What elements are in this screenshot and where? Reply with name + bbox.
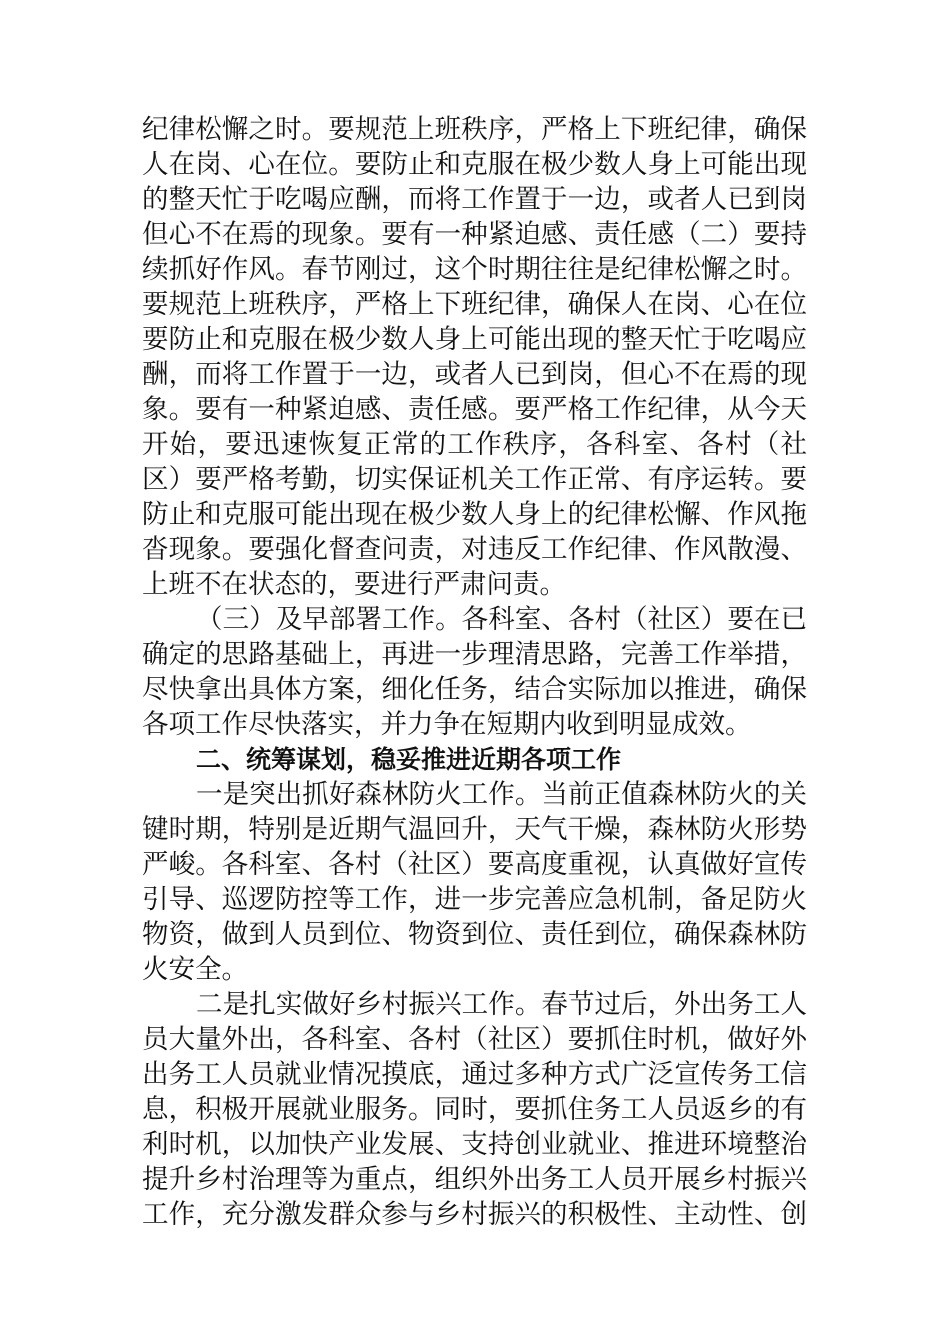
text-line: 严峻。各科室、各村（社区）要高度重视，认真做好宣传	[142, 849, 807, 880]
text-line: 出务工人员就业情况摸底，通过多种方式广泛宣传务工信	[142, 1059, 807, 1090]
text-line: 确定的思路基础上，再进一步理清思路，完善工作举措，	[142, 639, 807, 670]
text-line: 沓现象。要强化督查问责，对违反工作纪律、作风散漫、	[142, 534, 807, 565]
text-line: 提升乡村治理等为重点，组织外出务工人员开展乡村振兴	[142, 1164, 807, 1195]
text-line: 各项工作尽快落实，并力争在短期内收到明显成效。	[142, 709, 752, 740]
text-line: 引导、巡逻防控等工作，进一步完善应急机制，备足防火	[142, 884, 807, 915]
text-line: 续抓好作风。春节刚过，这个时期往往是纪律松懈之时。	[142, 254, 807, 285]
text-line: 酬，而将工作置于一边，或者人已到岗，但心不在焉的现	[142, 359, 807, 390]
text-line: 要规范上班秩序，严格上下班纪律，确保人在岗、心在位	[142, 289, 807, 320]
text-line: 人在岗、心在位。要防止和克服在极少数人身上可能出现	[142, 149, 807, 180]
text-line: 物资，做到人员到位、物资到位、责任到位，确保森林防	[142, 919, 807, 950]
text-line: 键时期，特别是近期气温回升，天气干燥，森林防火形势	[142, 814, 807, 845]
text-line: 要防止和克服在极少数人身上可能出现的整天忙于吃喝应	[142, 324, 807, 355]
text-line: 尽快拿出具体方案，细化任务，结合实际加以推进，确保	[142, 674, 807, 705]
paragraph-first-line: 二是扎实做好乡村振兴工作。春节过后，外出务工人	[196, 989, 807, 1020]
text-line: 象。要有一种紧迫感、责任感。要严格工作纪律，从今天	[142, 394, 807, 425]
text-line: 的整天忙于吃喝应酬，而将工作置于一边，或者人已到岗	[142, 184, 807, 215]
text-line: 员大量外出，各科室、各村（社区）要抓住时机，做好外	[142, 1024, 807, 1055]
text-line: 工作，充分激发群众参与乡村振兴的积极性、主动性、创	[142, 1199, 807, 1230]
text-line: 息，积极开展就业服务。同时，要抓住务工人员返乡的有	[142, 1094, 807, 1125]
text-line: 利时机，以加快产业发展、支持创业就业、推进环境整治	[142, 1129, 807, 1160]
text-line: 区）要严格考勤，切实保证机关工作正常、有序运转。要	[142, 464, 807, 495]
text-line: 开始，要迅速恢复正常的工作秩序，各科室、各村（社	[142, 429, 807, 460]
text-line: 防止和克服可能出现在极少数人身上的纪律松懈、作风拖	[142, 499, 807, 530]
text-line: 上班不在状态的，要进行严肃问责。	[142, 569, 566, 600]
paragraph-first-line: 一是突出抓好森林防火工作。当前正值森林防火的关	[196, 779, 807, 810]
section-heading: 二、统筹谋划，稳妥推进近期各项工作	[196, 745, 622, 774]
text-line: 火安全。	[142, 954, 248, 985]
text-line: 纪律松懈之时。要规范上班秩序，严格上下班纪律，确保	[142, 114, 807, 145]
document-body	[142, 112, 807, 1232]
paragraph-first-line: （三）及早部署工作。各科室、各村（社区）要在已	[196, 604, 807, 635]
text-line: 但心不在焉的现象。要有一种紧迫感、责任感（二）要持	[142, 219, 807, 250]
